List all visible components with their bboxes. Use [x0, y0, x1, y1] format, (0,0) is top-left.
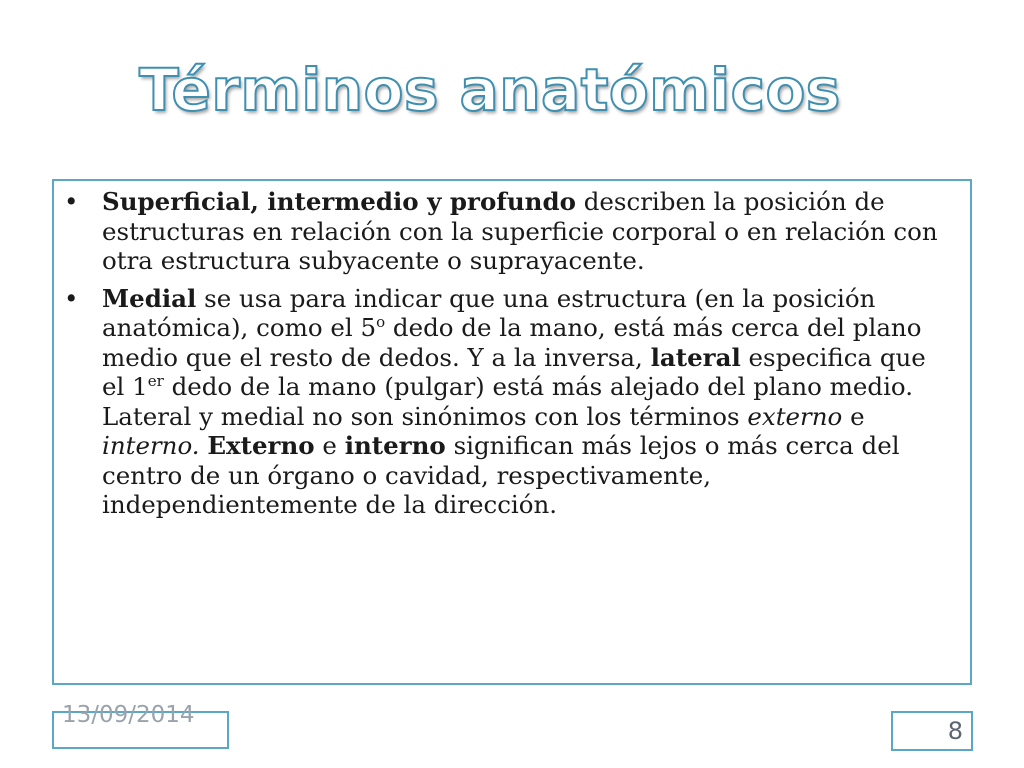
- bullet-run: lateral: [650, 342, 741, 372]
- bullet-dot-icon: •: [64, 283, 79, 313]
- bullet-list: [54, 181, 970, 520]
- bullet-run: Superficial, intermedio y profundo: [102, 187, 576, 216]
- bullet-run: interno: [344, 431, 446, 460]
- bullet-run: e: [842, 401, 865, 431]
- bullet-run: describen la posición de estructuras en relación con la superficie corporal o en relación con otra estructura subyacente o suprayacente.: [102, 187, 938, 275]
- bullet-run: dedo de la mano (pulgar) está más alejado del plano medio. Lateral y medial no son sinónimos con los términos: [102, 372, 914, 431]
- bullet-dot-icon: •: [64, 187, 79, 216]
- bullet-item: [54, 284, 954, 520]
- content-box: [52, 179, 972, 685]
- bullet-run: externo: [747, 401, 843, 431]
- bullet-run: se usa para indicar que una estructura (en la posición anatómica), como el 5: [102, 283, 876, 342]
- page-number: 8: [891, 711, 973, 751]
- slide-title: Términos anatómicos: [139, 56, 841, 124]
- slide-date: 13/09/2014: [62, 702, 195, 728]
- bullet-run: er: [147, 372, 164, 390]
- bullet-run: especifica que el 1: [102, 342, 926, 401]
- bullet-run: o: [376, 313, 386, 331]
- bullet-run: significan más lejos o más cerca del centro de un órgano o cavidad, respectivamente, independientemente de la dirección.: [102, 431, 900, 519]
- bullet-item: [54, 187, 954, 276]
- bullet-run: Medial: [102, 283, 197, 313]
- bullet-run: Externo: [207, 431, 315, 460]
- bullet-run: interno.: [102, 431, 200, 460]
- bullet-run: dedo de la mano, está más cerca del plano medio que el resto de dedos. Y a la inversa,: [102, 313, 922, 372]
- bullet-run: e: [314, 431, 345, 460]
